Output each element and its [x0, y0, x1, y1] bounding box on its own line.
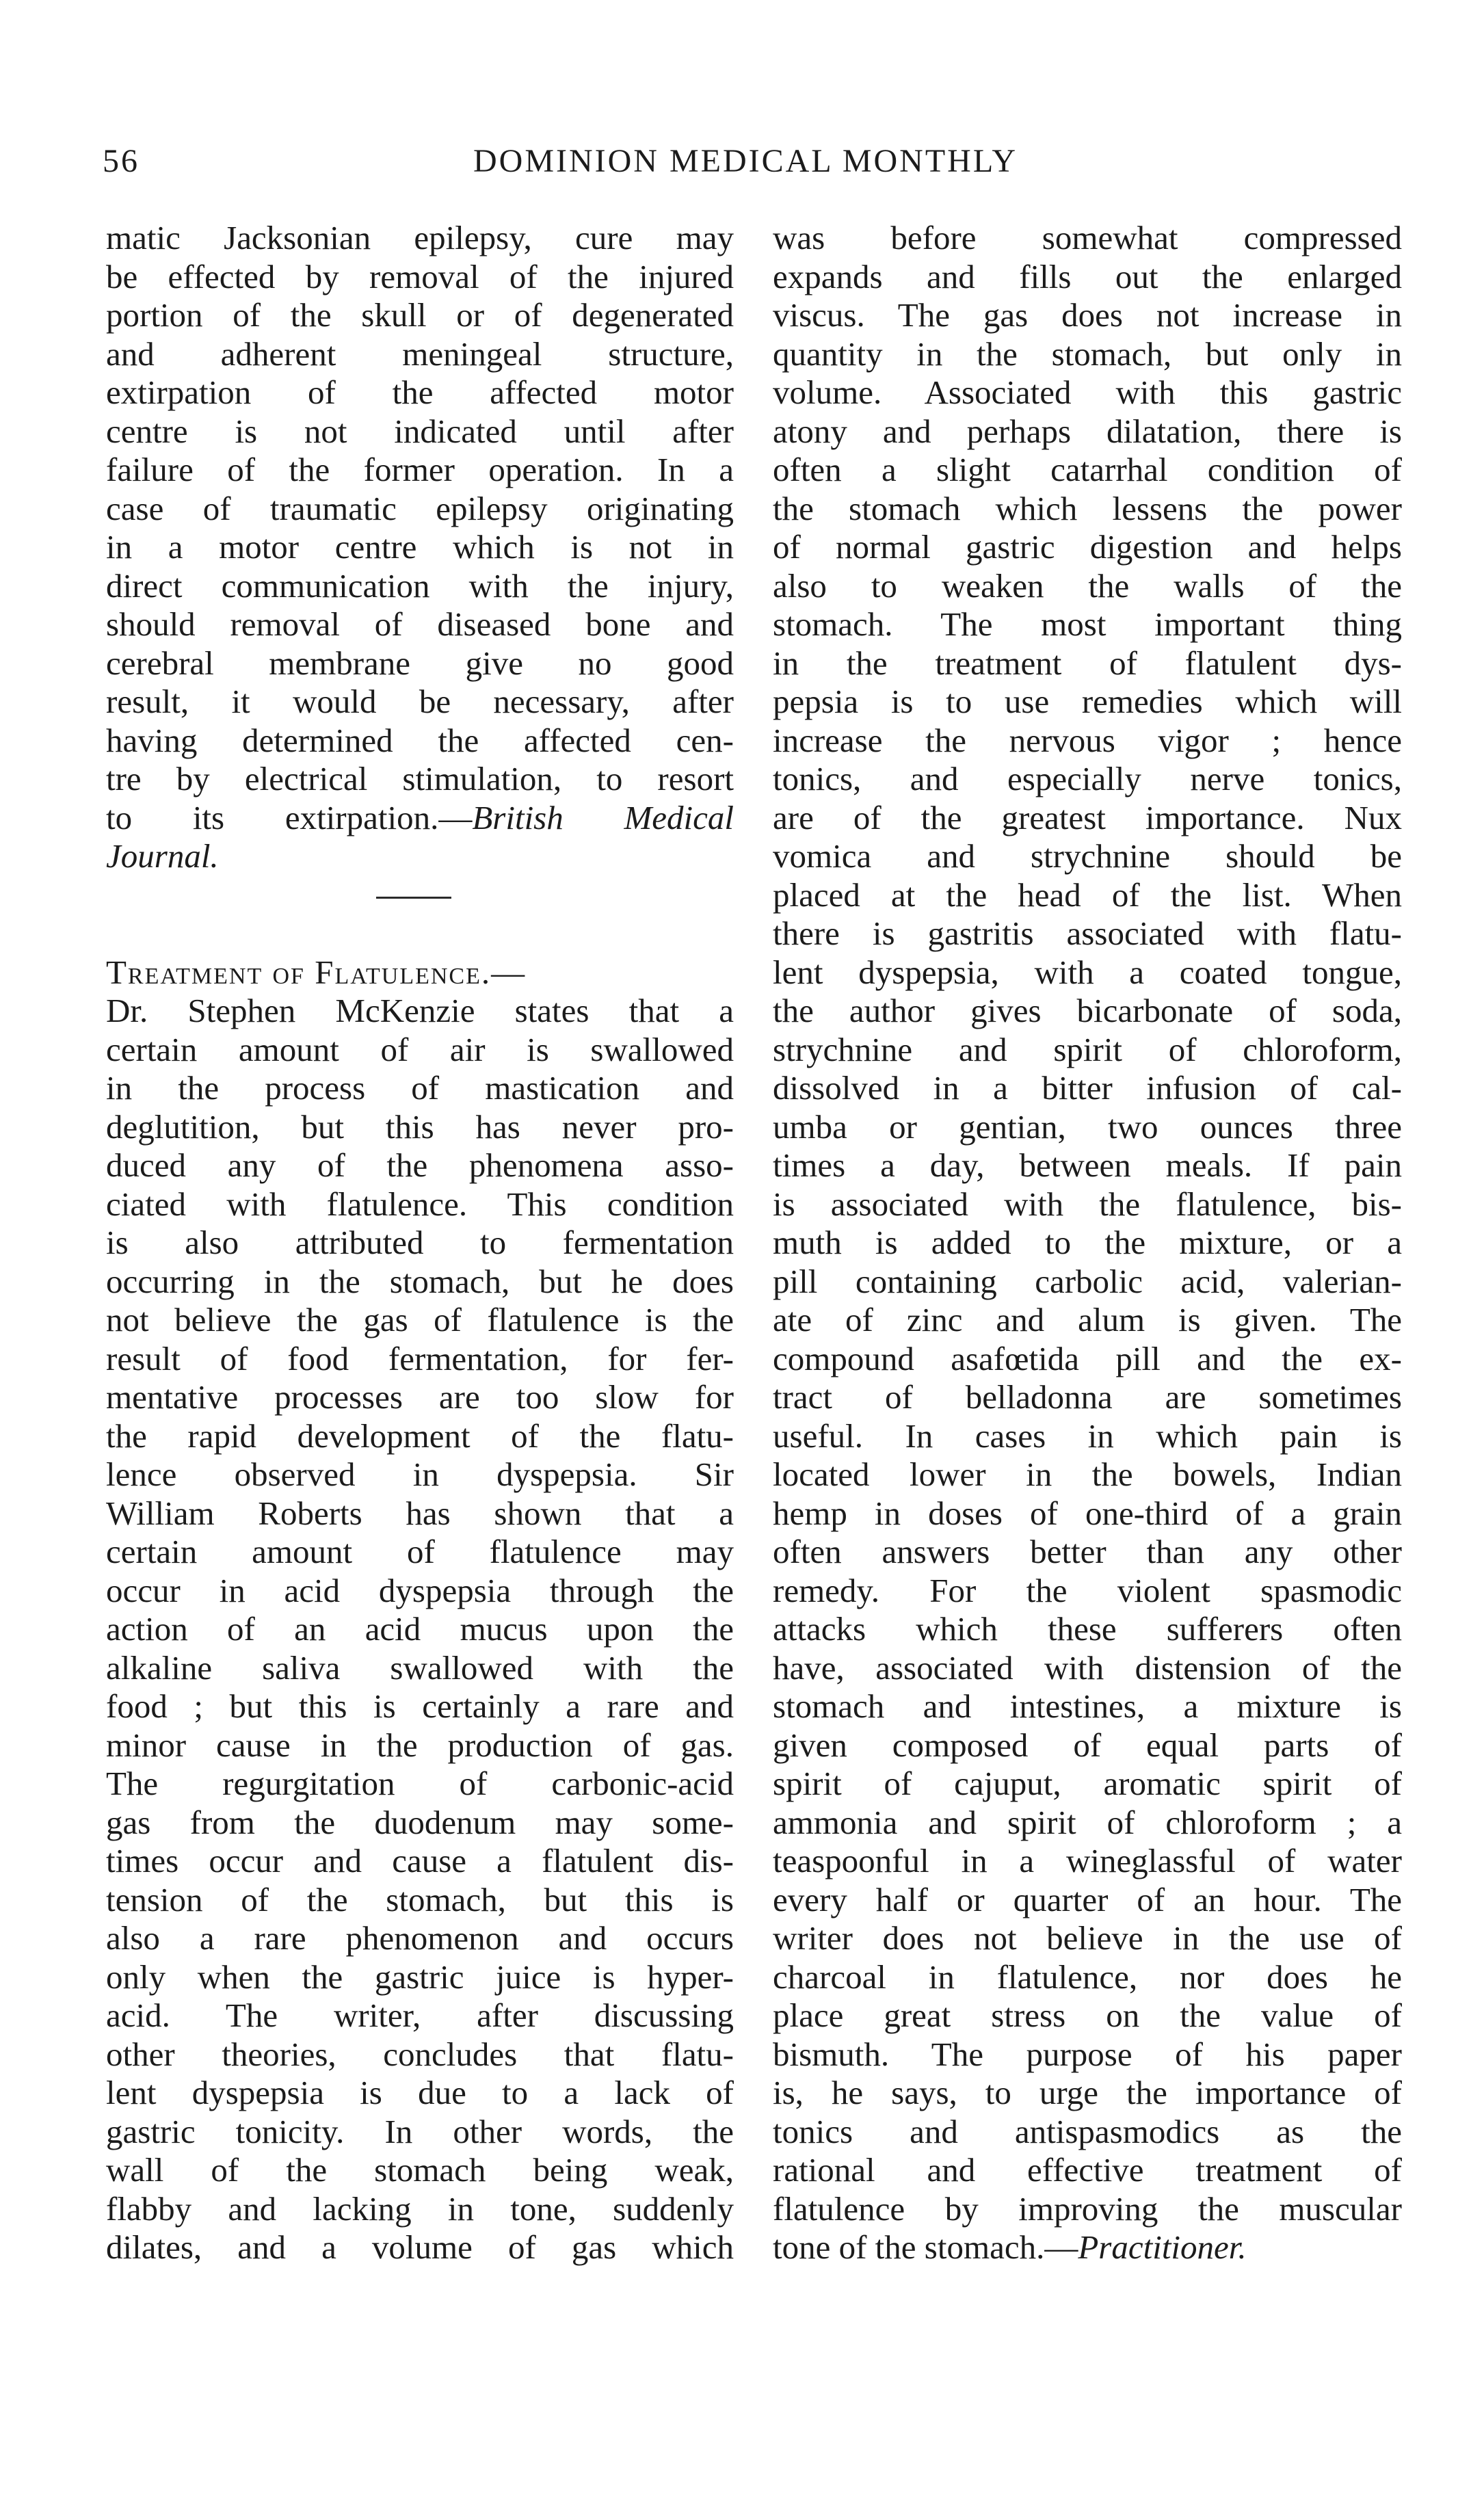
citation-lead-text: tone of the stomach.—: [773, 2228, 1078, 2266]
text-line: matic Jacksonian epilepsy, cure may: [106, 219, 734, 256]
text-line: in the process of mastication and: [106, 1069, 734, 1107]
text-line: should removal of diseased bone and: [106, 605, 734, 643]
text-line: lent dyspepsia is due to a lack of: [106, 2074, 734, 2111]
text-line: stomach and intestines, a mixture is: [773, 1687, 1402, 1725]
epilepsy-article-continuation: [106, 219, 734, 876]
text-line: tract of belladonna are sometimes: [773, 1378, 1402, 1416]
text-line: stomach. The most important thing: [773, 605, 1402, 643]
text-line: was before somewhat compressed: [773, 219, 1402, 256]
text-line: spirit of cajuput, aromatic spirit of: [773, 1765, 1402, 1802]
text-line: times occur and cause a flatulent dis-: [106, 1842, 734, 1879]
text-line: is associated with the flatulence, bis-: [773, 1185, 1402, 1223]
text-line: wall of the stomach being weak,: [106, 2151, 734, 2189]
text-line: place great stress on the value of: [773, 1996, 1402, 2034]
text-line: action of an acid mucus upon the: [106, 1610, 734, 1648]
text-line: rational and effective treatment of: [773, 2151, 1402, 2189]
running-head: [103, 142, 1388, 190]
text-line: having determined the affected cen-: [106, 721, 734, 759]
text-line: tre by electrical stimulation, to resort: [106, 760, 734, 797]
text-line: centre is not indicated until after: [106, 412, 734, 450]
text-line: result, it would be necessary, after: [106, 683, 734, 720]
text-line: occurring in the stomach, but he does: [106, 1262, 734, 1300]
text-line: have, associated with distension of the: [773, 1648, 1402, 1687]
text-line: ate of zinc and alum is given. The: [773, 1301, 1402, 1338]
text-line: deglutition, but this has never pro-: [106, 1107, 734, 1146]
text-line: muth is added to the mixture, or a: [773, 1224, 1402, 1261]
text-line: cerebral membrane give no good: [106, 644, 734, 682]
text-line: often a slight catarrhal condition of: [773, 451, 1402, 488]
text-line: lence observed in dyspepsia. Sir: [106, 1455, 734, 1493]
text-line: writer does not believe in the use of: [773, 1919, 1402, 1957]
text-line: direct communication with the injury,: [106, 566, 734, 605]
text-line: also to weaken the walls of the: [773, 566, 1402, 605]
text-line: strychnine and spirit of chloroform,: [773, 1030, 1402, 1068]
left-column: [106, 219, 734, 2267]
text-line: ammonia and spirit of chloroform ; a: [773, 1803, 1402, 1841]
text-line: flatulence by improving the muscular: [773, 2189, 1402, 2228]
text-line: times a day, between meals. If pain: [773, 1146, 1402, 1184]
text-line: is also attributed to fermentation: [106, 1224, 734, 1261]
text-line: the stomach which lessens the power: [773, 489, 1402, 527]
text-line: volume. Associated with this gastric: [773, 373, 1402, 411]
text-line: expands and fills out the enlarged: [773, 257, 1402, 295]
text-line: certain amount of flatulence may: [106, 1533, 734, 1570]
flatulence-article: [106, 953, 734, 2267]
text-line: duced any of the phenomena asso-: [106, 1146, 734, 1184]
text-line: remedy. For the violent spasmodic: [773, 1571, 1402, 1609]
text-line: be effected by removal of the injured: [106, 257, 734, 295]
text-line: also a rare phenomenon and occurs: [106, 1919, 734, 1957]
text-line: other theories, concludes that flatu-: [106, 2035, 734, 2073]
text-line: quantity in the stomach, but only in: [773, 334, 1402, 373]
text-line: viscus. The gas does not increase in: [773, 296, 1402, 334]
text-line: result of food fermentation, for fer-: [106, 1339, 734, 1377]
text-line: increase the nervous vigor ; hence: [773, 721, 1402, 759]
page-number: 56: [103, 143, 140, 179]
text-line: located lower in the bowels, Indian: [773, 1455, 1402, 1493]
text-line: the author gives bicarbonate of soda,: [773, 992, 1402, 1029]
text-line: certain amount of air is swallowed: [106, 1030, 734, 1068]
citation-source: Practitioner.: [1078, 2228, 1247, 2266]
section-divider: [106, 876, 734, 915]
text-line: dilates, and a volume of gas which: [106, 2228, 734, 2266]
running-title: DOMINION MEDICAL MONTHLY: [473, 143, 1018, 179]
text-line: dissolved in a bitter infusion of cal-: [773, 1069, 1402, 1107]
text-line: gastric tonicity. In other words, the: [106, 2112, 734, 2150]
right-column: [773, 219, 1402, 2267]
text-line: acid. The writer, after discussing: [106, 1996, 734, 2034]
spacer: [106, 914, 734, 953]
text-line: atony and perhaps dilatation, there is: [773, 412, 1402, 450]
text-line: charcoal in flatulence, nor does he: [773, 1957, 1402, 1996]
text-line: portion of the skull or of degenerated: [106, 296, 734, 334]
text-line: food ; but this is certainly a rare and: [106, 1687, 734, 1725]
text-line: pill containing carbolic acid, valerian-: [773, 1262, 1402, 1300]
text-line: of normal gastric digestion and helps: [773, 528, 1402, 566]
citation-lead-text: to its extirpation.—: [106, 798, 473, 836]
article-heading: Treatment of Flatulence.—: [106, 953, 527, 991]
citation-source-end: Journal.: [106, 837, 219, 875]
text-line: pepsia is to use remedies which will: [773, 683, 1402, 720]
text-line: teaspoonful in a wineglassful of water: [773, 1842, 1402, 1879]
text-line: are of the greatest importance. Nux: [773, 798, 1402, 836]
citation-source: British Medical: [472, 798, 734, 836]
text-line: tonics, and especially nerve tonics,: [773, 760, 1402, 797]
text-line: The regurgitation of carbonic-acid: [106, 1765, 734, 1802]
text-line: umba or gentian, two ounces three: [773, 1107, 1402, 1146]
text-line: often answers better than any other: [773, 1533, 1402, 1570]
text-line: every half or quarter of an hour. The: [773, 1880, 1402, 1918]
text-line: William Roberts has shown that a: [106, 1494, 734, 1532]
text-line: placed at the head of the list. When: [773, 875, 1402, 914]
text-line: tonics and antispasmodics as the: [773, 2112, 1402, 2150]
text-line: is, he says, to urge the importance of: [773, 2074, 1402, 2111]
text-line: ciated with flatulence. This condition: [106, 1185, 734, 1223]
text-line: useful. In cases in which pain is: [773, 1416, 1402, 1455]
text-line: there is gastritis associated with flatu-: [773, 914, 1402, 952]
text-line: compound asafœtida pill and the ex-: [773, 1339, 1402, 1377]
text-line: case of traumatic epilepsy originating: [106, 489, 734, 527]
text-line: only when the gastric juice is hyper-: [106, 1957, 734, 1996]
text-line: tension of the stomach, but this is: [106, 1880, 734, 1918]
text-line: Dr. Stephen McKenzie states that a: [106, 992, 734, 1029]
text-line: minor cause in the production of gas.: [106, 1726, 734, 1764]
text-line: in the treatment of flatulent dys-: [773, 644, 1402, 682]
text-line: in a motor centre which is not in: [106, 528, 734, 566]
text-line: bismuth. The purpose of his paper: [773, 2035, 1402, 2073]
text-line: hemp in doses of one-third of a grain: [773, 1494, 1402, 1532]
text-line: occur in acid dyspepsia through the: [106, 1571, 734, 1609]
text-line: mentative processes are too slow for: [106, 1378, 734, 1416]
text-line: vomica and strychnine should be: [773, 837, 1402, 875]
text-line: and adherent meningeal structure,: [106, 334, 734, 373]
text-line: extirpation of the affected motor: [106, 373, 734, 411]
text-line: failure of the former operation. In a: [106, 451, 734, 488]
citation-line: [773, 2228, 1402, 2267]
citation-line: [106, 799, 734, 838]
text-line: given composed of equal parts of: [773, 1726, 1402, 1764]
text-line: flabby and lacking in tone, suddenly: [106, 2189, 734, 2228]
text-line: alkaline saliva swallowed with the: [106, 1648, 734, 1687]
text-line: not believe the gas of flatulence is the: [106, 1301, 734, 1338]
text-line: attacks which these sufferers often: [773, 1610, 1402, 1648]
text-line: the rapid development of the flatu-: [106, 1416, 734, 1455]
text-line: gas from the duodenum may some-: [106, 1803, 734, 1841]
text-line: lent dyspepsia, with a coated tongue,: [773, 953, 1402, 991]
